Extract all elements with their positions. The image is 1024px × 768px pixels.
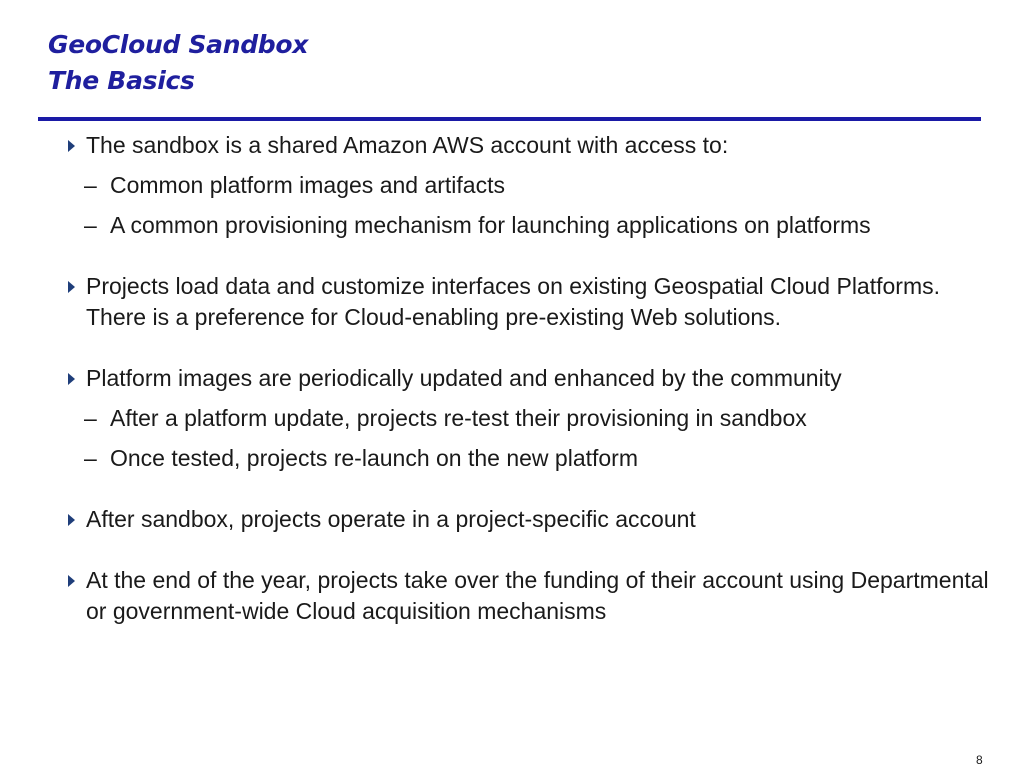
title-line-1: GeoCloud Sandbox	[48, 30, 309, 59]
bullet-text: Projects load data and customize interfaces on existing Geospatial Cloud Platforms. There is a preference for Cloud-enabling pre-existing Web solutions.	[86, 273, 940, 330]
sub-bullet-text: After a platform update, projects re-test their provisioning in sandbox	[110, 405, 807, 431]
dash-icon: –	[84, 445, 97, 471]
bullet-list	[64, 130, 994, 627]
bullet-arrow-icon	[68, 281, 75, 293]
sub-bullet-item	[64, 210, 994, 241]
dash-icon: –	[84, 212, 97, 238]
sub-bullet-item	[64, 443, 994, 474]
title-divider	[38, 117, 981, 121]
page-number: 8	[976, 753, 983, 767]
bullet-item	[64, 504, 994, 535]
bullet-arrow-icon	[68, 373, 75, 385]
bullet-item	[64, 130, 994, 161]
sub-bullet-item	[64, 170, 994, 201]
bullet-item	[64, 271, 994, 333]
sub-bullet-text: Once tested, projects re-launch on the new platform	[110, 445, 639, 471]
sub-bullet-item	[64, 403, 994, 434]
bullet-arrow-icon	[68, 575, 75, 587]
bullet-text: Platform images are periodically updated and enhanced by the community	[86, 365, 842, 391]
sub-bullet-text: Common platform images and artifacts	[110, 172, 505, 198]
dash-icon: –	[84, 172, 97, 198]
bullet-text: After sandbox, projects operate in a project-specific account	[86, 506, 696, 532]
bullet-item	[64, 363, 994, 394]
bullet-text: The sandbox is a shared Amazon AWS account with access to:	[86, 132, 729, 158]
dash-icon: –	[84, 405, 97, 431]
bullet-item	[64, 565, 994, 627]
sub-bullet-text: A common provisioning mechanism for launching applications on platforms	[110, 212, 871, 238]
bullet-arrow-icon	[68, 140, 75, 152]
bullet-arrow-icon	[68, 514, 75, 526]
title-line-2: The Basics	[48, 66, 195, 95]
bullet-text: At the end of the year, projects take over the funding of their account using Departmental or government-wide Cloud acquisition mechanisms	[86, 567, 989, 624]
slide-title	[48, 27, 308, 99]
